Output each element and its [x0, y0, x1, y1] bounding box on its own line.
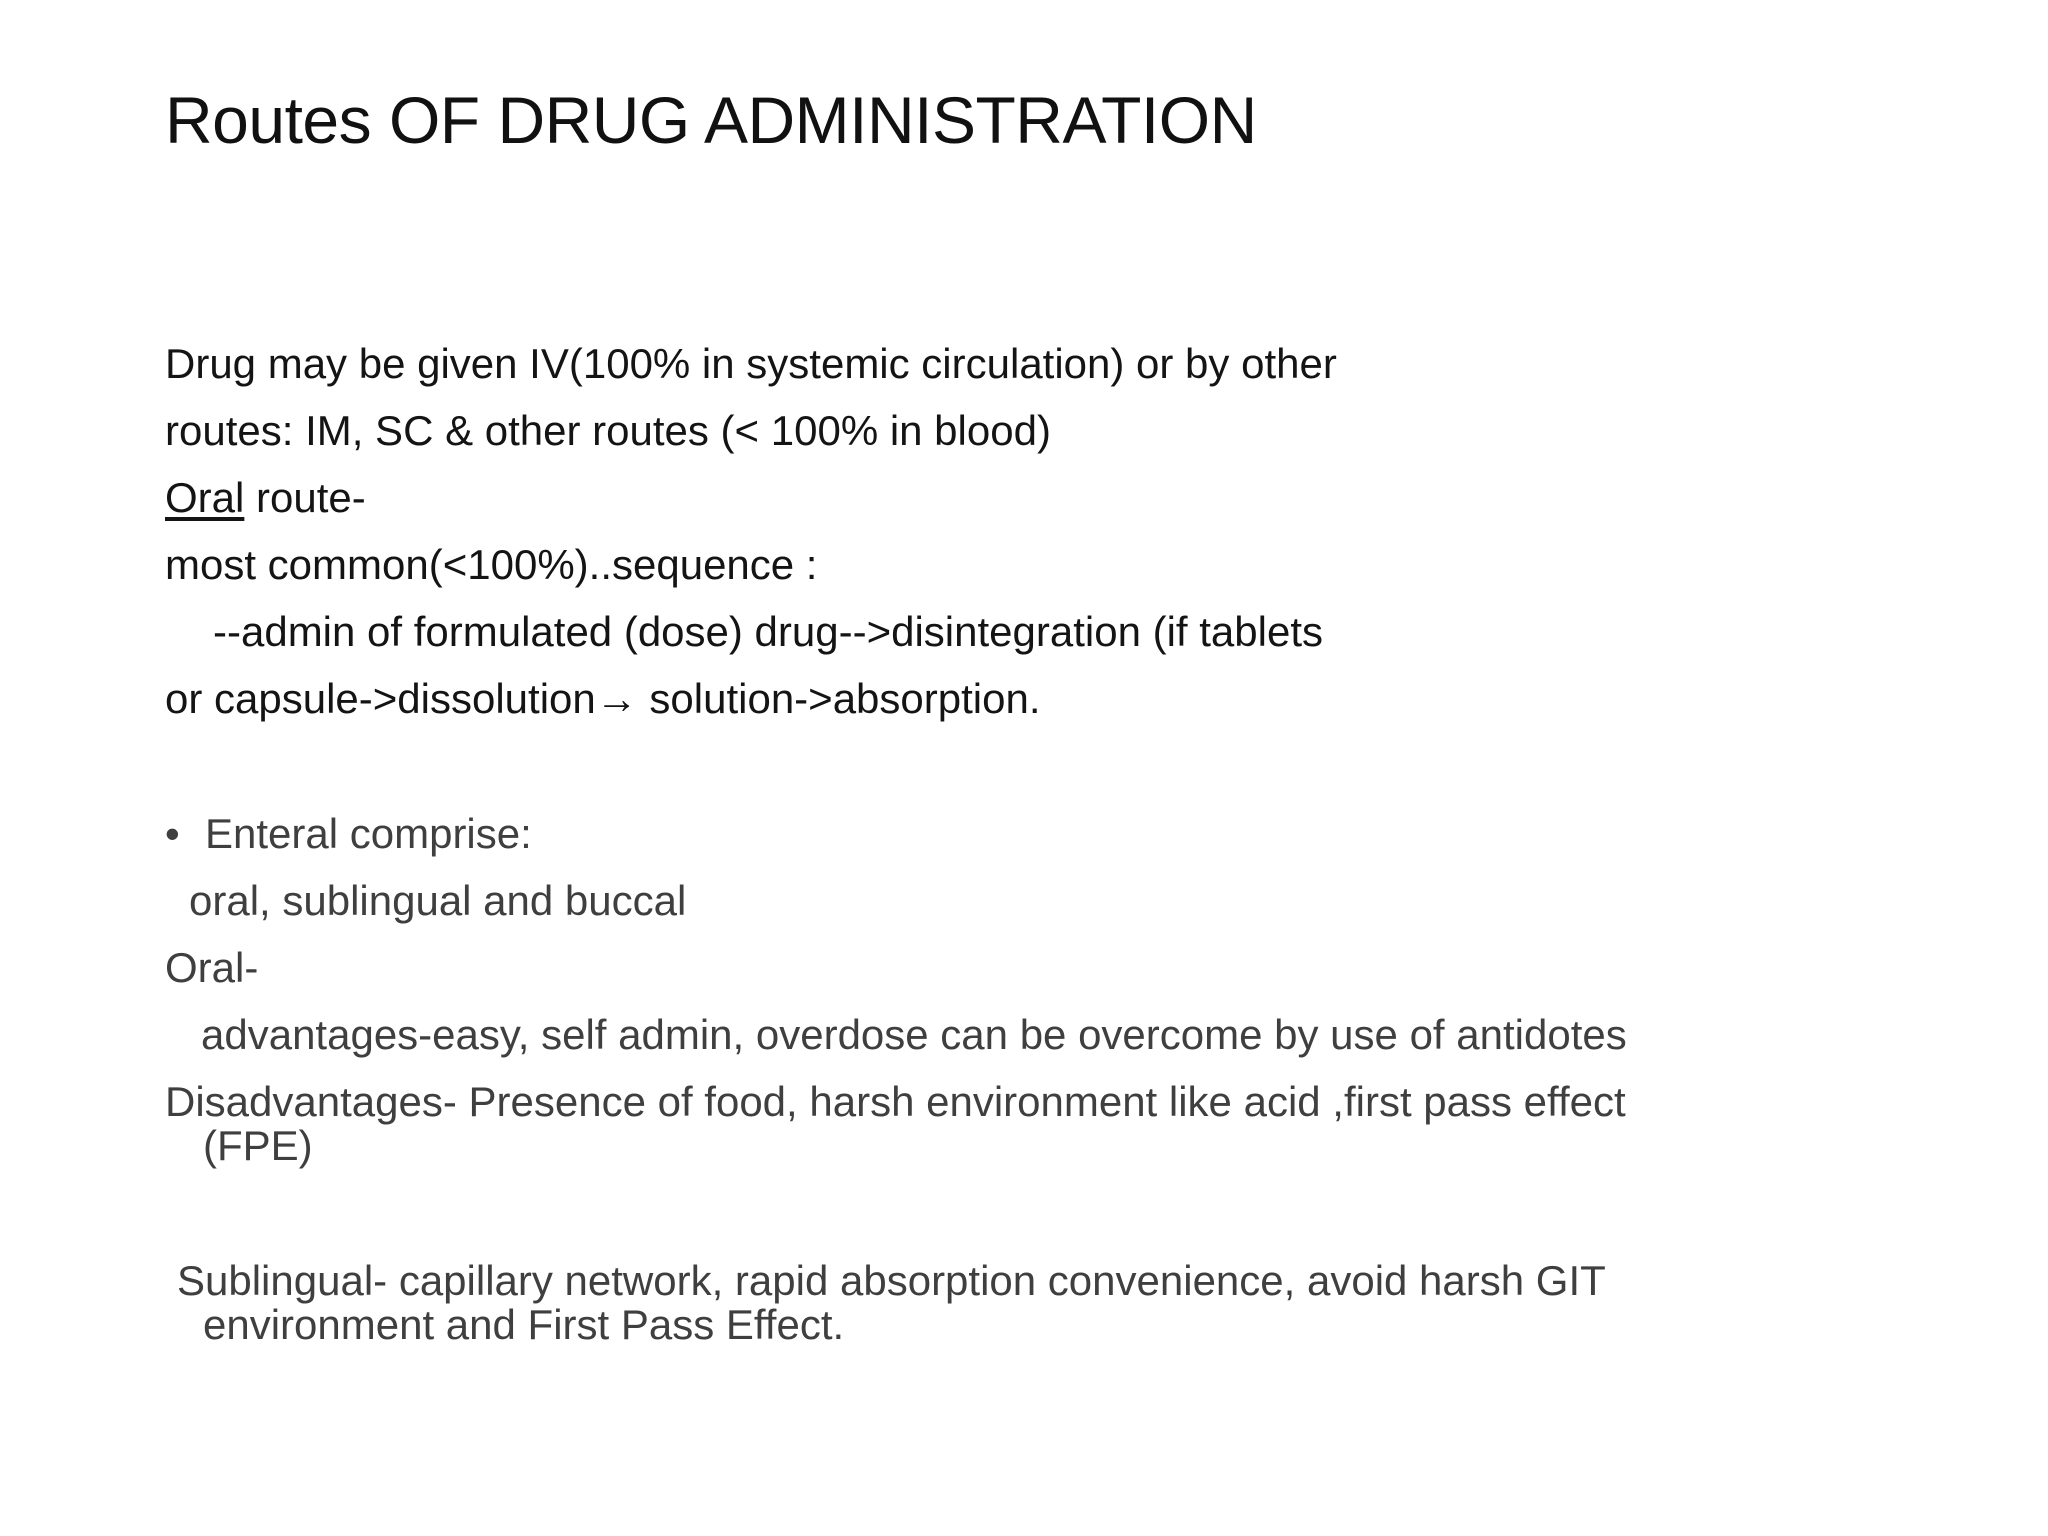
sublingual-line-2: environment and First Pass Effect.	[203, 1301, 845, 1348]
sublingual-line-1: Sublingual- capillary network, rapid absorption convenience, avoid harsh GIT	[177, 1257, 1606, 1304]
intro-line-4: most common(<100%)..sequence :	[165, 541, 818, 588]
oral-label: Oral-	[165, 944, 259, 991]
slide-title: Routes OF DRUG ADMINISTRATION	[165, 83, 1257, 157]
enteral-heading: Enteral comprise:	[205, 810, 532, 857]
bullet-marker: •	[165, 810, 180, 857]
intro-line-6: or capsule->dissolution→ solution->absorption.	[165, 675, 1041, 722]
oral-disadvantages-line-1: Disadvantages- Presence of food, harsh environment like acid ,first pass effect	[165, 1078, 1626, 1125]
intro-line-3	[165, 474, 366, 522]
enteral-bullet-line	[165, 810, 532, 858]
oral-advantages: advantages-easy, self admin, overdose can be overcome by use of antidotes	[201, 1011, 1627, 1058]
intro-line-1: Drug may be given IV(100% in systemic circulation) or by other	[165, 340, 1337, 387]
enteral-types: oral, sublingual and buccal	[189, 877, 687, 924]
oral-disadvantages-line-2: (FPE)	[203, 1122, 313, 1169]
intro-line-5: --admin of formulated (dose) drug-->disintegration (if tablets	[213, 608, 1324, 655]
oral-route-text: route-	[244, 474, 366, 521]
intro-line-2: routes: IM, SC & other routes (< 100% in blood)	[165, 407, 1051, 454]
oral-underlined-word: Oral	[165, 474, 245, 521]
